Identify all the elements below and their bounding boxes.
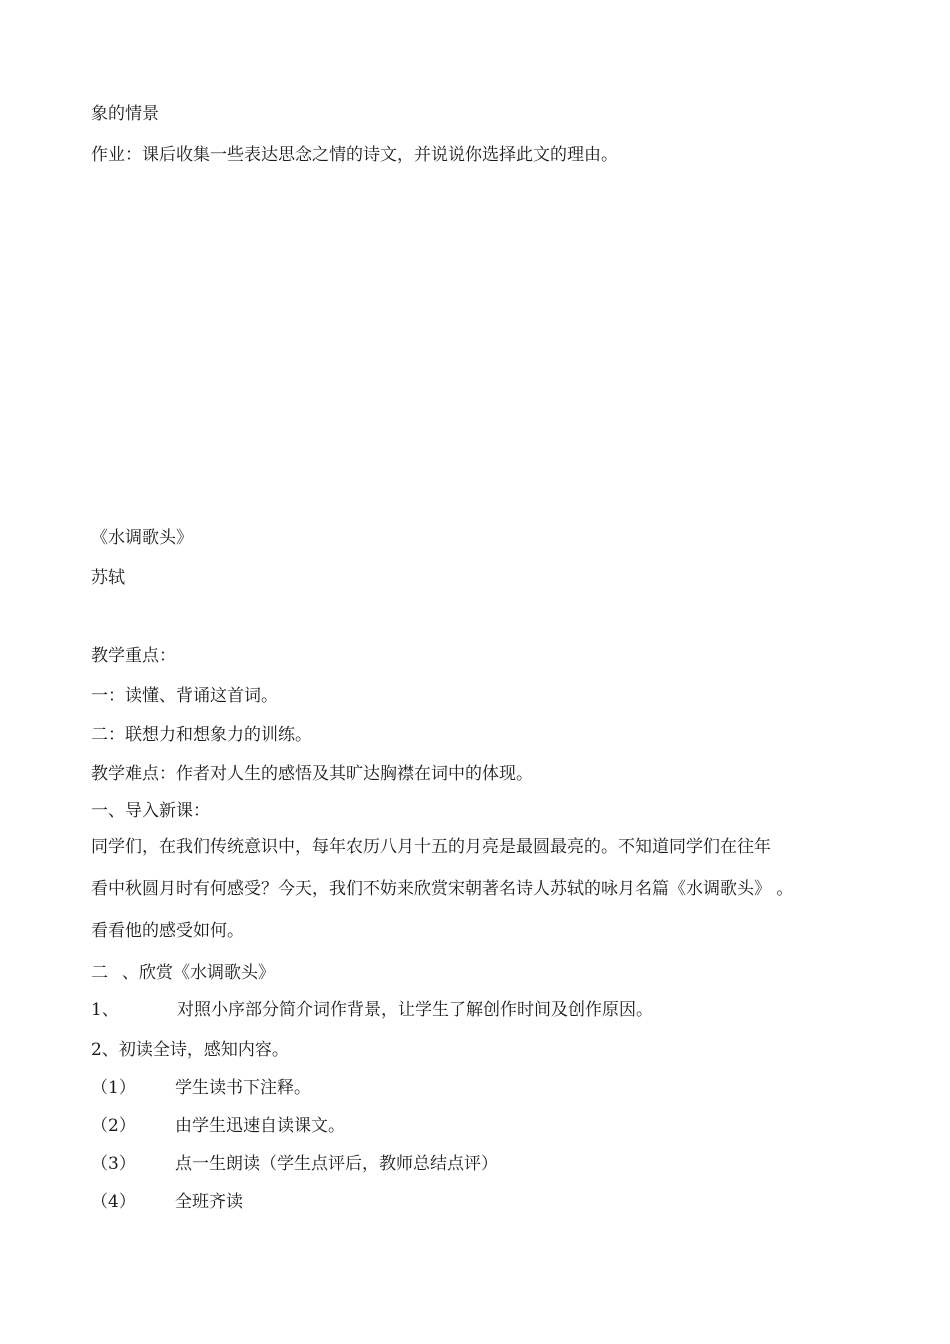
intro-paragraph-line: 看看他的感受如何。 bbox=[91, 921, 244, 941]
sub-item-text: 全班齐读 bbox=[175, 1192, 243, 1212]
sub-item-text: 点一生朗读（学生点评后，教师总结点评） bbox=[175, 1154, 498, 1174]
poem-title: 《水调歌头》 bbox=[91, 528, 193, 548]
sub-list-item bbox=[91, 1153, 498, 1175]
section-2-number: 二 bbox=[91, 963, 108, 983]
sub-item-text: 由学生迅速自读课文。 bbox=[175, 1116, 345, 1136]
teaching-focus-heading: 教学重点： bbox=[91, 646, 176, 666]
sub-list-item bbox=[91, 1077, 311, 1099]
sub-item-number: （2） bbox=[91, 1116, 136, 1136]
poem-author: 苏轼 bbox=[91, 568, 125, 588]
list-item: 2、初读全诗，感知内容。 bbox=[91, 1040, 289, 1060]
homework-line: 作业：课后收集一些表达思念之情的诗文，并说说你选择此文的理由。 bbox=[91, 145, 618, 165]
teaching-focus-point-1: 一：读懂、背诵这首词。 bbox=[91, 686, 278, 706]
list-item-number: 1、 bbox=[91, 1000, 119, 1020]
sub-list-item bbox=[91, 1191, 243, 1213]
list-item bbox=[91, 999, 653, 1021]
section-2-heading bbox=[91, 962, 275, 984]
intro-paragraph-line: 看中秋圆月时有何感受？今天，我们不妨来欣赏宋朝著名诗人苏轼的咏月名篇《水调歌头》 。 bbox=[91, 879, 794, 899]
intro-paragraph-line: 同学们，在我们传统意识中，每年农历八月十五的月亮是最圆最亮的。不知道同学们在往年 bbox=[91, 837, 771, 857]
section-1-heading: 一、导入新课： bbox=[91, 801, 210, 821]
teaching-focus-point-2: 二：联想力和想象力的训练。 bbox=[91, 725, 312, 745]
continued-text-line: 象的情景 bbox=[91, 104, 159, 124]
sub-item-number: （4） bbox=[91, 1192, 136, 1212]
sub-item-number: （1） bbox=[91, 1078, 136, 1098]
intro-paragraph bbox=[91, 836, 881, 962]
sub-list-item bbox=[91, 1115, 345, 1137]
sub-item-text: 学生读书下注释。 bbox=[175, 1078, 311, 1098]
sub-item-number: （3） bbox=[91, 1154, 136, 1174]
section-2-title: 、欣赏《水调歌头》 bbox=[122, 963, 275, 983]
teaching-difficulty: 教学难点：作者对人生的感悟及其旷达胸襟在词中的体现。 bbox=[91, 764, 533, 784]
list-item-text: 对照小序部分简介词作背景，让学生了解创作时间及创作原因。 bbox=[177, 1000, 653, 1020]
